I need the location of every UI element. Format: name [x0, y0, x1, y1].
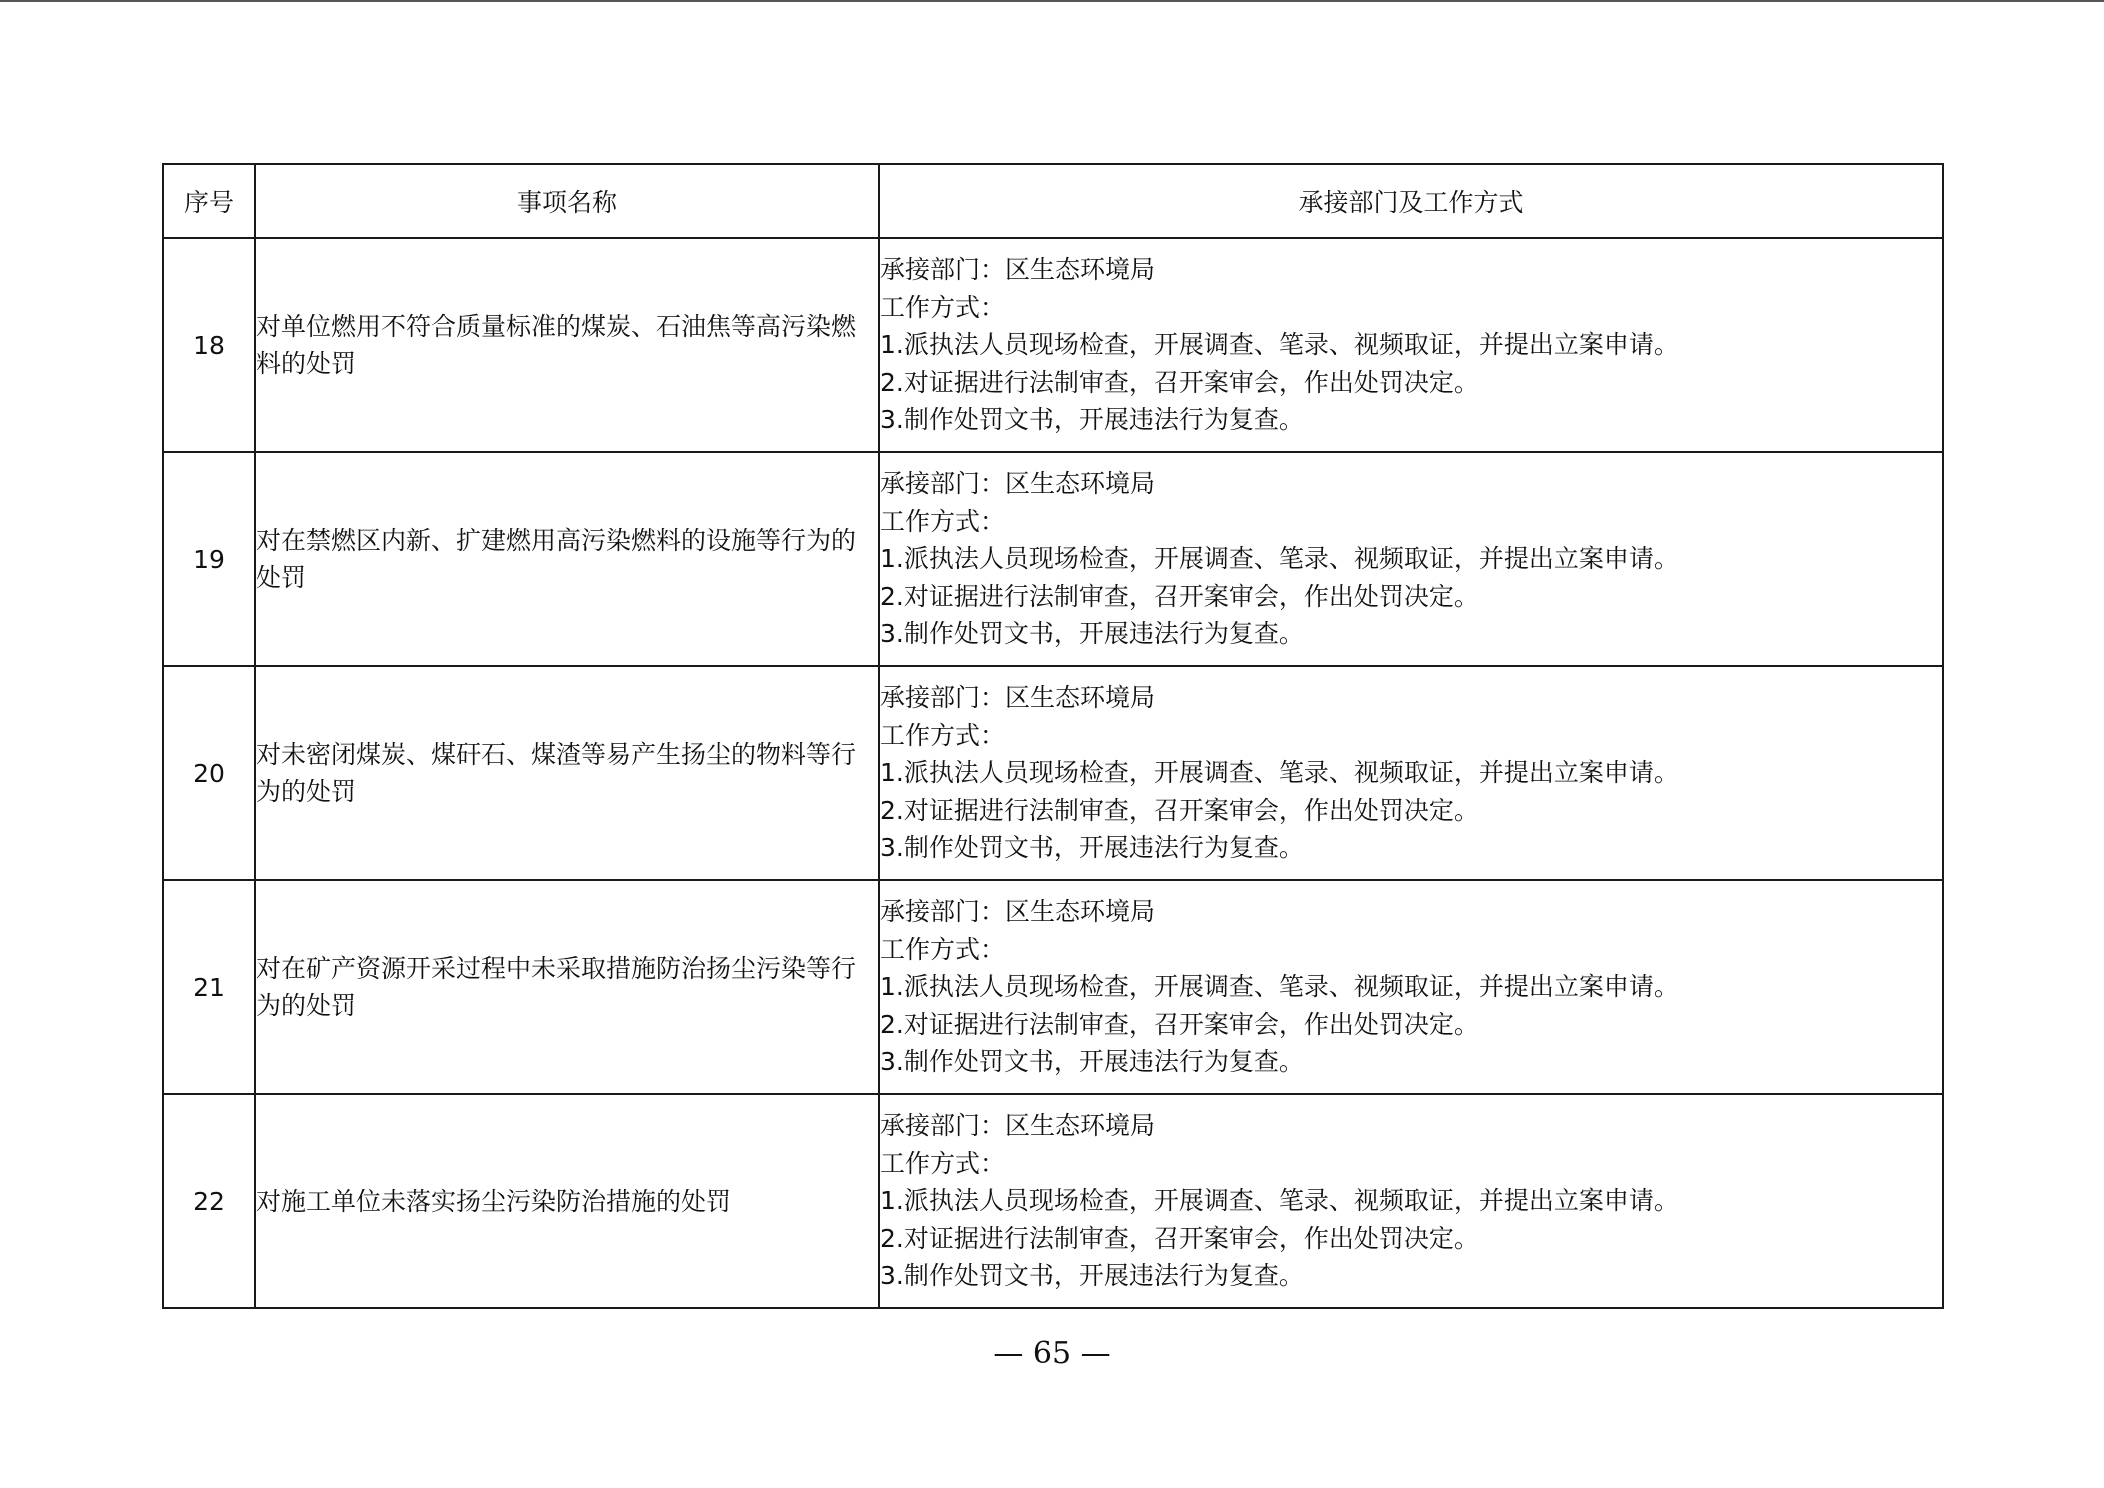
header-department-method: 承接部门及工作方式: [879, 164, 1943, 238]
items-table: [162, 163, 1944, 1309]
header-item-name: 事项名称: [255, 164, 879, 238]
method-label: 工作方式：: [880, 1148, 1006, 1178]
method-step-3: 3.制作处罚文书，开展违法行为复查。: [880, 1047, 1304, 1077]
row-item-name: 对在矿产资源开采过程中未采取措施防治扬尘污染等行为的处罚: [255, 880, 879, 1094]
method-step-1: 1.派执法人员现场检查，开展调查、笔录、视频取证，并提出立案申请。: [880, 758, 1679, 788]
department-line: 承接部门：区生态环境局: [880, 255, 1156, 285]
row-item-name: 对单位燃用不符合质量标准的煤炭、石油焦等高污染燃料的处罚: [255, 238, 879, 452]
row-serial-number: 22: [163, 1094, 255, 1308]
row-item-name: 对在禁燃区内新、扩建燃用高污染燃料的设施等行为的处罚: [255, 452, 879, 666]
method-step-1: 1.派执法人员现场检查，开展调查、笔录、视频取证，并提出立案申请。: [880, 972, 1679, 1002]
header-serial-number: 序号: [163, 164, 255, 238]
department-line: 承接部门：区生态环境局: [880, 469, 1156, 499]
method-step-3: 3.制作处罚文书，开展违法行为复查。: [880, 405, 1304, 435]
method-label: 工作方式：: [880, 934, 1006, 964]
table-row: [163, 452, 1943, 666]
method-step-2: 2.对证据进行法制审查，召开案审会，作出处罚决定。: [880, 367, 1479, 397]
method-step-2: 2.对证据进行法制审查，召开案审会，作出处罚决定。: [880, 581, 1479, 611]
department-line: 承接部门：区生态环境局: [880, 897, 1156, 927]
table-row: [163, 666, 1943, 880]
method-step-2: 2.对证据进行法制审查，召开案审会，作出处罚决定。: [880, 1009, 1479, 1039]
row-department-method: [879, 1094, 1943, 1308]
row-department-method: [879, 880, 1943, 1094]
table-row: [163, 1094, 1943, 1308]
row-department-method: [879, 238, 1943, 452]
method-step-3: 3.制作处罚文书，开展违法行为复查。: [880, 833, 1304, 863]
row-department-method: [879, 452, 1943, 666]
table-row: [163, 880, 1943, 1094]
method-step-3: 3.制作处罚文书，开展违法行为复查。: [880, 619, 1304, 649]
method-step-1: 1.派执法人员现场检查，开展调查、笔录、视频取证，并提出立案申请。: [880, 330, 1679, 360]
table-row: [163, 238, 1943, 452]
method-step-2: 2.对证据进行法制审查，召开案审会，作出处罚决定。: [880, 1223, 1479, 1253]
row-department-method: [879, 666, 1943, 880]
method-step-1: 1.派执法人员现场检查，开展调查、笔录、视频取证，并提出立案申请。: [880, 544, 1679, 574]
department-line: 承接部门：区生态环境局: [880, 683, 1156, 713]
department-line: 承接部门：区生态环境局: [880, 1111, 1156, 1141]
method-label: 工作方式：: [880, 720, 1006, 750]
method-label: 工作方式：: [880, 506, 1006, 536]
row-serial-number: 20: [163, 666, 255, 880]
top-border-rule: [0, 0, 2104, 2]
row-serial-number: 21: [163, 880, 255, 1094]
row-serial-number: 18: [163, 238, 255, 452]
method-step-2: 2.对证据进行法制审查，召开案审会，作出处罚决定。: [880, 795, 1479, 825]
method-step-1: 1.派执法人员现场检查，开展调查、笔录、视频取证，并提出立案申请。: [880, 1186, 1679, 1216]
row-item-name: 对施工单位未落实扬尘污染防治措施的处罚: [255, 1094, 879, 1308]
page-number: — 65 —: [993, 1336, 1111, 1371]
method-step-3: 3.制作处罚文书，开展违法行为复查。: [880, 1261, 1304, 1291]
row-serial-number: 19: [163, 452, 255, 666]
method-label: 工作方式：: [880, 292, 1006, 322]
row-item-name: 对未密闭煤炭、煤矸石、煤渣等易产生扬尘的物料等行为的处罚: [255, 666, 879, 880]
table-header-row: [163, 164, 1943, 238]
